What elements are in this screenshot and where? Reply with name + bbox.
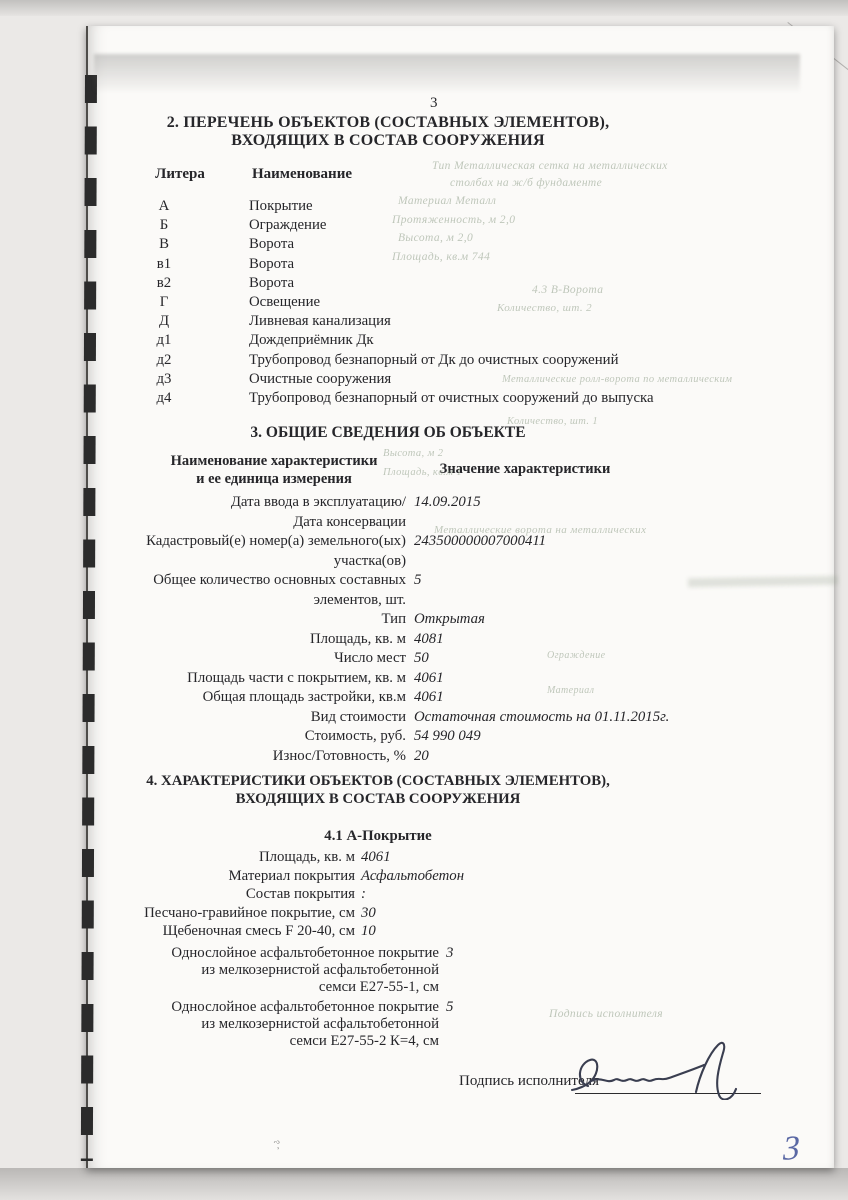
component-letter: Б (159, 217, 169, 234)
characteristic-value: 20 (414, 747, 429, 764)
section4-title (88, 773, 668, 808)
bleedthrough-text: Протяженность, м 2,0 (392, 214, 516, 226)
section41-rows-groupA (88, 848, 688, 941)
bleedthrough-text: Ограждение (547, 650, 606, 661)
characteristic-label-line: Состав покрытия (245, 886, 355, 902)
bleedthrough-text: Количество, шт. 2 (497, 302, 593, 314)
handwritten-signature (566, 1034, 771, 1100)
component-letter: д2 (156, 351, 172, 368)
bleedthrough-smudge (688, 576, 838, 588)
characteristic-label-line: Стоимость, руб. (304, 728, 406, 744)
characteristic-label-line: Общее количество основных составных (153, 572, 406, 588)
characteristic-value: 50 (414, 650, 429, 666)
characteristic-label (88, 493, 406, 513)
characteristic-label (88, 848, 355, 867)
characteristic-value: Открытая (414, 611, 485, 627)
component-name: Трубопровод безнапорный от Дк до очистных сооружений (249, 351, 619, 368)
section3-header-right: Значение характеристики (439, 461, 611, 477)
characteristic-row (88, 727, 748, 747)
bleedthrough-text: Металлические ролл-ворота по металлическим (502, 374, 733, 385)
characteristic-value: Асфальтобетон (361, 867, 465, 884)
characteristic-label-line: Площадь, кв. м (258, 849, 355, 865)
characteristic-row (88, 571, 748, 610)
characteristic-label-line: Износ/Готовность, % (272, 747, 406, 764)
characteristic-row (88, 630, 748, 650)
characteristic-row (88, 747, 748, 767)
bleedthrough-text: Подпись исполнителя (549, 1008, 664, 1020)
component-name: Дождеприёмник Дк (249, 332, 374, 349)
characteristic-label (88, 904, 355, 923)
scanner-bottom-shadow (0, 1168, 848, 1200)
scan-shading-band (94, 54, 800, 92)
ink-speck: ᵔ̦ᵓ (272, 1137, 282, 1151)
characteristic-label-line: Песчано-гравийное покрытие, см (144, 904, 355, 921)
characteristic-value: Остаточная стоимость на 01.11.2015г. (414, 708, 670, 725)
component-name: Освещение (249, 293, 321, 310)
component-name: Ограждение (249, 217, 327, 234)
characteristic-row (88, 848, 688, 867)
characteristic-row (88, 945, 708, 995)
characteristic-value: 4081 (414, 630, 444, 647)
characteristic-label-line: Однослойное асфальтобетонное покрытие (171, 999, 439, 1016)
component-row (88, 312, 708, 331)
characteristic-row (88, 649, 748, 669)
characteristic-label (88, 727, 406, 747)
characteristic-label (88, 649, 406, 669)
characteristic-row (88, 610, 748, 630)
section3-title: 3. ОБЩИЕ СВЕДЕНИЯ ОБ ОБЪЕКТЕ (250, 424, 526, 441)
characteristic-label-line: элементов, шт. (313, 591, 406, 608)
characteristic-label (88, 688, 406, 708)
section4-title-line2: ВХОДЯЩИХ В СОСТАВ СООРУЖЕНИЯ (235, 790, 521, 807)
component-row (88, 351, 708, 370)
section4-title-line1: 4. ХАРАКТЕРИСТИКИ ОБЪЕКТОВ (СОСТАВНЫХ ЭЛЕМЕНТОВ), (146, 773, 610, 789)
component-letter: Г (159, 293, 169, 310)
component-name: Ворота (249, 274, 295, 291)
section3-header-left-line2: и ее единица измерения (196, 471, 352, 487)
characteristic-label-line: из мелкозернистой асфальтобетонной (201, 961, 439, 978)
characteristic-label-line: семси Е27-55-2 К=4, см (289, 1032, 439, 1049)
section2-title (88, 114, 688, 150)
component-row (88, 274, 708, 293)
characteristic-row (88, 669, 748, 689)
component-row (88, 293, 708, 312)
bleedthrough-text: Площадь, кв.м 1 (383, 467, 462, 478)
component-name: Ворота (249, 236, 295, 253)
bleedthrough-text: Материал Металл (398, 195, 497, 207)
handwritten-page-number: 3 (783, 1129, 800, 1168)
component-letter: в2 (156, 274, 172, 291)
column-header-letter: Литера (155, 166, 205, 182)
characteristic-row (88, 493, 748, 513)
characteristic-label (88, 999, 439, 1049)
bleedthrough-text: Металлические ворота на металлических (434, 524, 647, 536)
characteristic-label (88, 669, 406, 689)
section2-title-line1: 2. ПЕРЕЧЕНЬ ОБЪЕКТОВ (СОСТАВНЫХ ЭЛЕМЕНТОВ), (166, 114, 610, 131)
component-name: Ворота (249, 255, 295, 272)
characteristic-label (88, 945, 439, 995)
characteristic-row (88, 922, 688, 941)
characteristic-label (88, 532, 406, 571)
component-letter: В (159, 236, 169, 253)
bleedthrough-text: Материал (547, 685, 595, 696)
bleedthrough-text: Высота, м 2,0 (398, 232, 474, 244)
characteristic-value: 10 (361, 923, 376, 939)
characteristic-label-line: Вид стоимости (310, 708, 406, 725)
section3-header-left-line1: Наименование характеристики (170, 453, 378, 469)
characteristic-label-line: Дата консервации (293, 513, 406, 530)
bleedthrough-text: столбах на ж/б фундаменте (450, 177, 603, 189)
component-name: Покрытие (249, 198, 313, 214)
characteristic-label-line: Щебеночная смесь F 20-40, см (162, 923, 355, 939)
characteristic-label-line: Число мест (334, 650, 406, 666)
characteristic-label (88, 867, 355, 886)
characteristic-value: 5 (414, 572, 422, 588)
characteristic-label-line: Кадастровый(е) номер(а) земельного(ых) (146, 533, 406, 549)
characteristic-value: : (361, 886, 366, 902)
characteristic-row (88, 867, 688, 886)
characteristic-row (88, 532, 748, 571)
characteristic-label-line: Общая площадь застройки, кв.м (202, 689, 406, 705)
characteristic-value: 4061 (361, 849, 391, 865)
characteristic-label (88, 610, 406, 630)
bleedthrough-text: Тип Металлическая сетка на металлических (432, 160, 668, 172)
characteristic-value: 14.09.2015 (414, 494, 481, 510)
characteristic-label (88, 630, 406, 650)
characteristic-label-line: Дата ввода в эксплуатацию/ (230, 494, 406, 510)
component-letter: в1 (156, 255, 172, 272)
characteristic-label-line: Площадь части с покрытием, кв. м (187, 669, 406, 686)
characteristic-value: 30 (361, 904, 376, 921)
characteristic-label (88, 747, 406, 767)
bleedthrough-text: 4.3 В-Ворота (532, 284, 604, 296)
characteristic-label-line: из мелкозернистой асфальтобетонной (201, 1016, 439, 1033)
typed-page-number: 3 (430, 95, 438, 111)
section2-title-line2: ВХОДЯЩИХ В СОСТАВ СООРУЖЕНИЯ (231, 132, 545, 149)
section41-subtitle: 4.1 А-Покрытие (324, 828, 432, 844)
characteristic-label (88, 708, 406, 728)
component-name: Ливневая канализация (249, 313, 391, 330)
scanned-document-page (86, 26, 834, 1168)
bleedthrough-text: Площадь, кв.м 744 (392, 251, 491, 263)
characteristic-label-line: Материал покрытия (228, 867, 355, 884)
bleedthrough-text: Высота, м 2 (383, 448, 444, 459)
characteristic-value: 243500000007000411 (414, 533, 547, 549)
characteristic-label-line: Площадь, кв. м (309, 630, 406, 647)
characteristic-value: 3 (446, 945, 454, 961)
characteristic-row (88, 708, 748, 728)
characteristic-label-line: Тип (381, 611, 406, 627)
characteristic-value: 4061 (414, 669, 444, 686)
component-letter: А (158, 198, 170, 214)
characteristic-value: 54 990 049 (414, 728, 481, 744)
characteristic-row (88, 513, 748, 533)
characteristic-label (88, 922, 355, 941)
scanner-top-edge (0, 0, 848, 16)
characteristic-label (88, 885, 355, 904)
component-letter: д1 (156, 332, 172, 349)
characteristic-row (88, 688, 748, 708)
bleedthrough-text: Количество, шт. 1 (507, 416, 599, 427)
component-row (88, 389, 708, 408)
executor-signature-label: Подпись исполнителя (459, 1073, 599, 1089)
component-name: Трубопровод безнапорный от очистных сооружений до выпуска (249, 389, 654, 406)
component-name: Очистные сооружения (249, 370, 392, 387)
component-letter: д4 (156, 389, 172, 406)
characteristic-label-line: участка(ов) (333, 552, 406, 569)
characteristic-value: 4061 (414, 689, 444, 705)
column-header-name: Наименование (252, 166, 352, 182)
characteristic-row (88, 904, 688, 923)
characteristic-label (88, 571, 406, 610)
component-row (88, 331, 708, 350)
component-letter: Д (158, 313, 170, 330)
section3-characteristics (88, 493, 748, 766)
characteristic-label (88, 513, 406, 533)
characteristic-row (88, 885, 688, 904)
characteristic-value: 5 (446, 999, 454, 1016)
characteristic-label-line: Однослойное асфальтобетонное покрытие (171, 945, 439, 961)
component-letter: д3 (156, 370, 172, 387)
characteristic-label-line: семси Е27-55-1, см (318, 978, 439, 995)
section3-header-left (124, 452, 424, 488)
